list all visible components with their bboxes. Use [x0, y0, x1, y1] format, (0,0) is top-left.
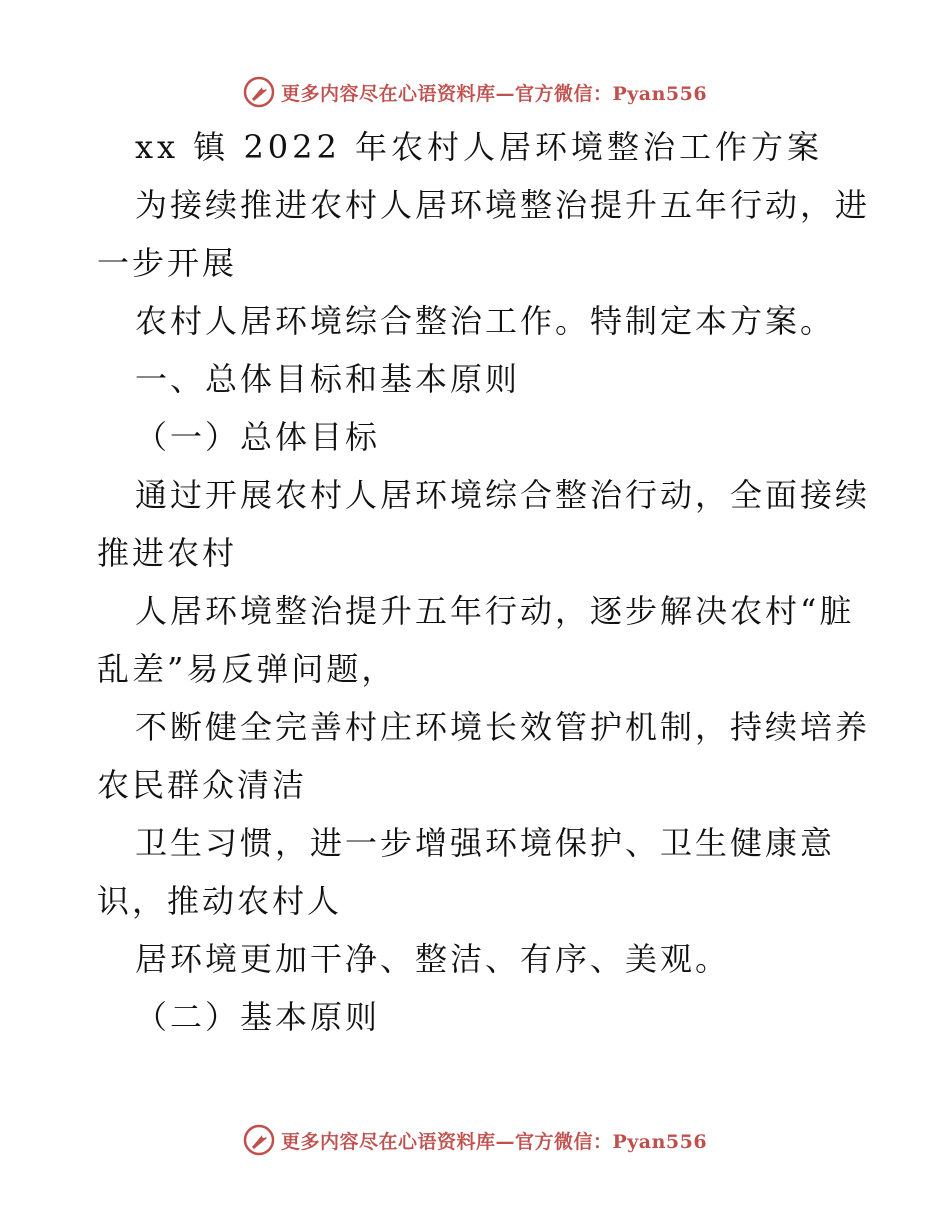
paragraph-line: 为接续推进农村人居环境整治提升五年行动，进 [135, 186, 871, 224]
watermark-text: 更多内容尽在心语资料库—官方微信：Pyan556 [280, 82, 708, 105]
document-body [97, 118, 871, 1046]
subsection-heading: （二）基本原则 [135, 998, 381, 1036]
paragraph-line: 乱差”易反弹问题， [97, 650, 397, 688]
paragraph-line: 推进农村 [97, 534, 238, 572]
paragraph-line: 卫生习惯，进一步增强环境保护、卫生健康意 [135, 824, 836, 862]
paragraph-line: 人居环境整治提升五年行动，逐步解决农村“脏 [135, 592, 855, 630]
section-heading: 一、总体目标和基本原则 [135, 360, 521, 398]
top-watermark-banner [0, 72, 950, 112]
paragraph-line: 农民群众清洁 [97, 766, 308, 804]
bottom-watermark-banner [0, 1120, 950, 1160]
paragraph-line: 居环境更加干净、整洁、有序、美观。 [135, 940, 731, 978]
pen-nib-logo-icon [243, 76, 275, 108]
pen-nib-logo-icon [243, 1124, 275, 1156]
paragraph-line: 不断健全完善村庄环境长效管护机制，持续培养 [135, 708, 871, 746]
subsection-heading: （一）总体目标 [135, 418, 381, 456]
paragraph-line: 通过开展农村人居环境综合整治行动，全面接续 [135, 476, 871, 514]
watermark-text: 更多内容尽在心语资料库—官方微信：Pyan556 [280, 1130, 708, 1153]
paragraph-line: 一步开展 [97, 244, 238, 282]
document-title: xx 镇 2022 年农村人居环境整治工作方案 [135, 128, 824, 166]
paragraph-line: 识，推动农村人 [97, 882, 343, 920]
paragraph-line: 农村人居环境综合整治工作。特制定本方案。 [135, 302, 836, 340]
